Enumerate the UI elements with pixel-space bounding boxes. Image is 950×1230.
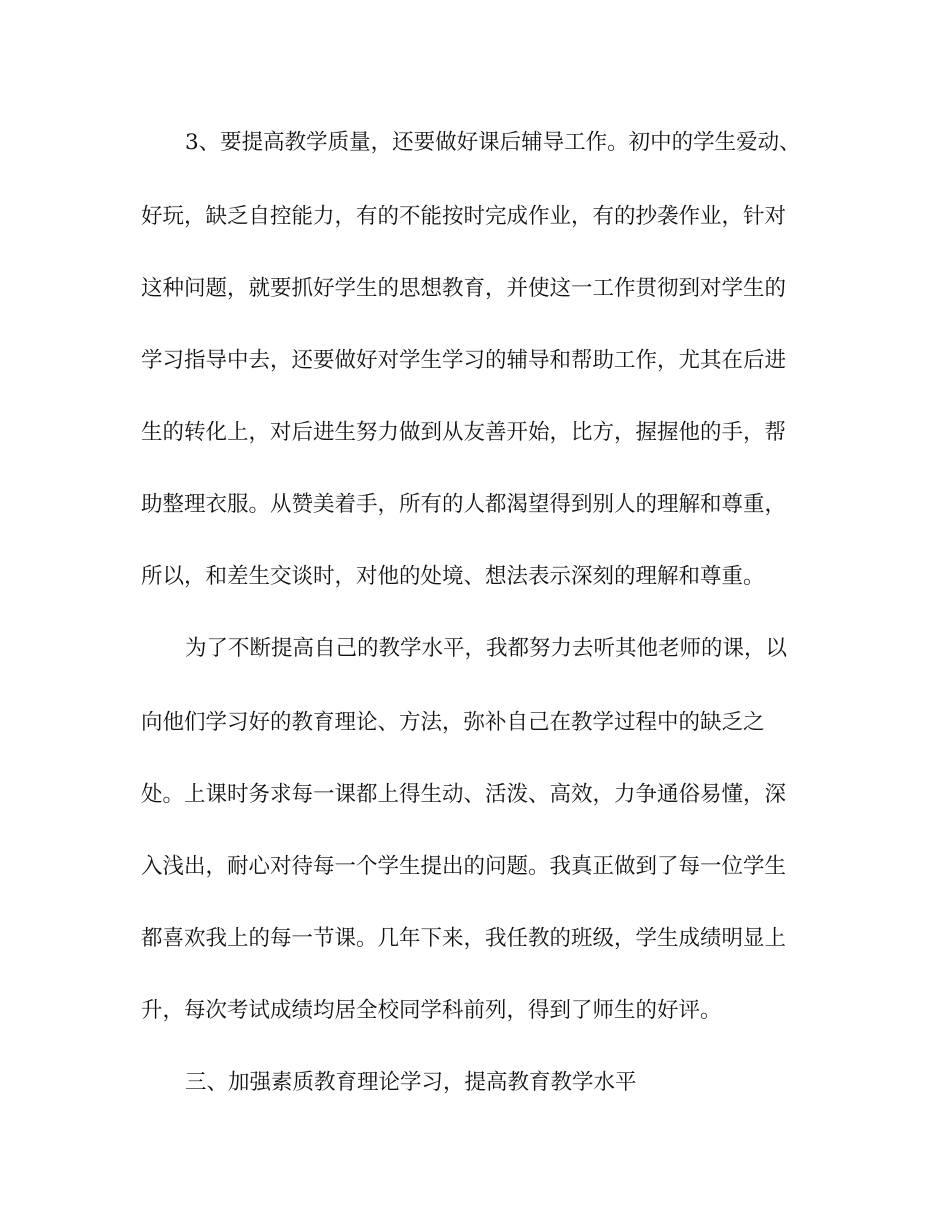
text-line: 处。上课时务求每一课都上得生动、活泼、高效，力争通俗易懂，深 [141,782,787,807]
text-line: 这种问题，就要抓好学生的思想教育，并使这一工作贯彻到对学生的 [141,276,787,301]
text-line: 学习指导中去，还要做好对学生学习的辅导和帮助工作，尤其在后进 [141,348,787,373]
text-line: 为了不断提高自己的教学水平，我都努力去听其他老师的课，以 [185,636,788,661]
text-line: 三、加强素质教育理论学习，提高教育教学水平 [185,1070,637,1095]
text-line: 3、要提高教学质量，还要做好课后辅导工作。初中的学生爱动、 [185,130,801,155]
text-line: 向他们学习好的教育理论、方法，弥补自己在教学过程中的缺乏之 [141,710,765,735]
text-line: 都喜欢我上的每一节课。几年下来，我任教的班级，学生成绩明显上 [141,926,787,951]
text-line: 好玩，缺乏自控能力，有的不能按时完成作业，有的抄袭作业，针对 [141,204,787,229]
text-line: 所以，和差生交谈时，对他的处境、想法表示深刻的理解和尊重。 [141,564,765,589]
text-line: 助整理衣服。从赞美着手，所有的人都渴望得到别人的理解和尊重， [141,492,787,517]
text-line: 生的转化上，对后进生努力做到从友善开始，比方，握握他的手，帮 [141,420,787,445]
text-line: 入浅出，耐心对待每一个学生提出的问题。我真正做到了每一位学生 [141,854,787,879]
text-line: 升，每次考试成绩均居全校同学科前列，得到了师生的好评。 [141,998,722,1023]
